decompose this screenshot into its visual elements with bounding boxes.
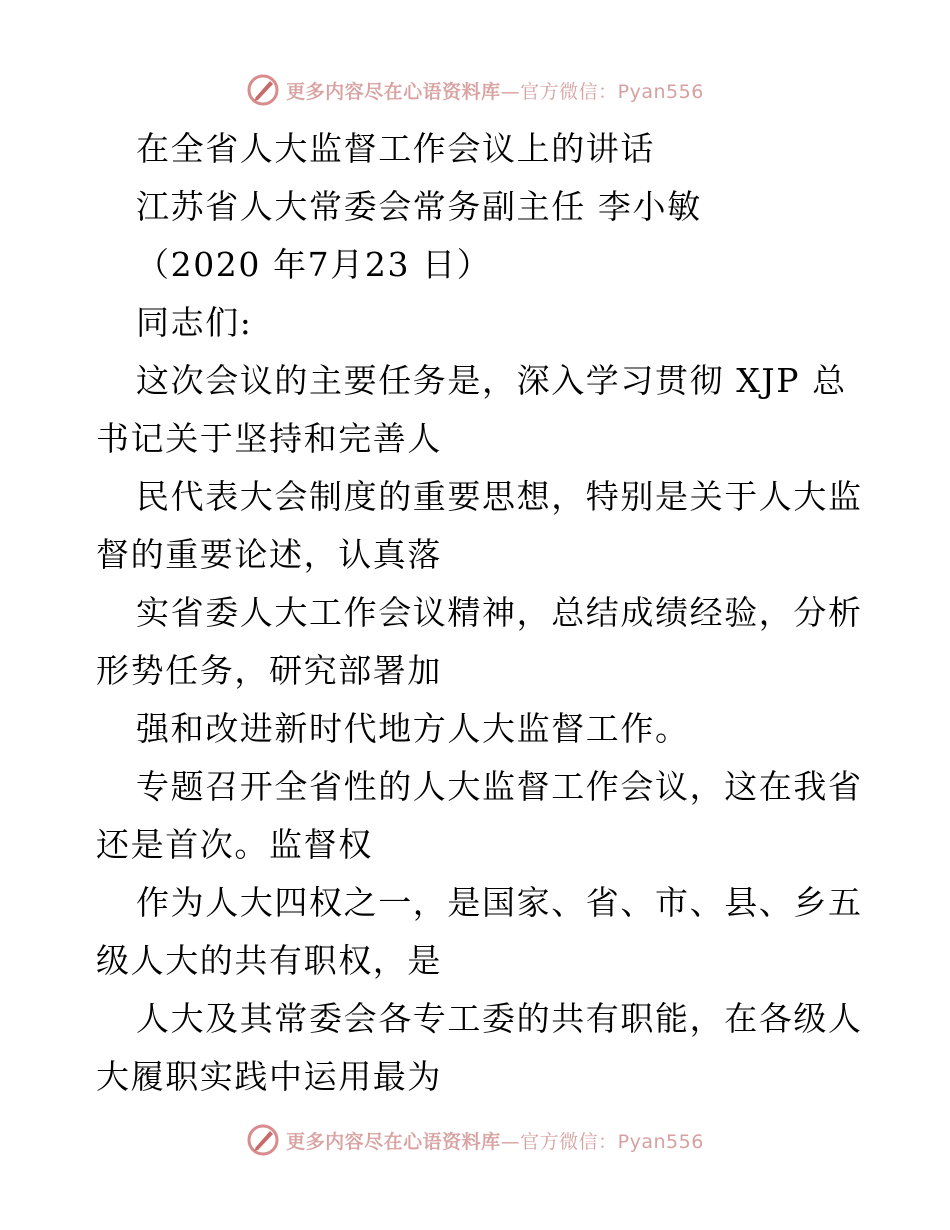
- paragraph-line: 强和改进新时代地方人大监督工作。: [136, 709, 690, 748]
- paragraph-line: 专题召开全省性的人大监督工作会议，这在我省: [136, 767, 863, 806]
- paragraph-line: 书记关于坚持和完善人: [96, 419, 442, 458]
- footer-watermark-text: 更多内容尽在心语资料库—官方微信：Pyan556: [286, 1130, 704, 1153]
- paragraph-line: 形势任务，研究部署加: [96, 651, 442, 690]
- salutation: 同志们:: [136, 303, 253, 342]
- paragraph-line: 人大及其常委会各专工委的共有职能，在各级人: [136, 999, 863, 1038]
- brush-logo-icon: [246, 73, 280, 107]
- brush-logo-icon: [246, 1123, 280, 1157]
- paragraph-line: 级人大的共有职权，是: [96, 941, 442, 980]
- footer-watermark-banner: [0, 1120, 950, 1160]
- paragraph-line: 作为人大四权之一，是国家、省、市、县、乡五: [136, 883, 863, 922]
- paragraph-line: 督的重要论述，认真落: [96, 535, 442, 574]
- paragraph-line: 这次会议的主要任务是，深入学习贯彻 XJP 总: [136, 361, 847, 400]
- document-body: [96, 120, 863, 1106]
- header-watermark-banner: [0, 70, 950, 110]
- header-watermark-text: 更多内容尽在心语资料库—官方微信：Pyan556: [286, 80, 704, 103]
- date-line: （2020 年7月23 日）: [136, 245, 492, 284]
- paragraph-line: 还是首次。监督权: [96, 825, 373, 864]
- paragraph-line: 实省委人大工作会议精神，总结成绩经验，分析: [136, 593, 863, 632]
- speaker-line: 江苏省人大常委会常务副主任 李小敏: [136, 187, 702, 226]
- speech-title: 在全省人大监督工作会议上的讲话: [136, 129, 655, 168]
- paragraph-line: 大履职实践中运用最为: [96, 1057, 442, 1096]
- paragraph-line: 民代表大会制度的重要思想，特别是关于人大监: [136, 477, 863, 516]
